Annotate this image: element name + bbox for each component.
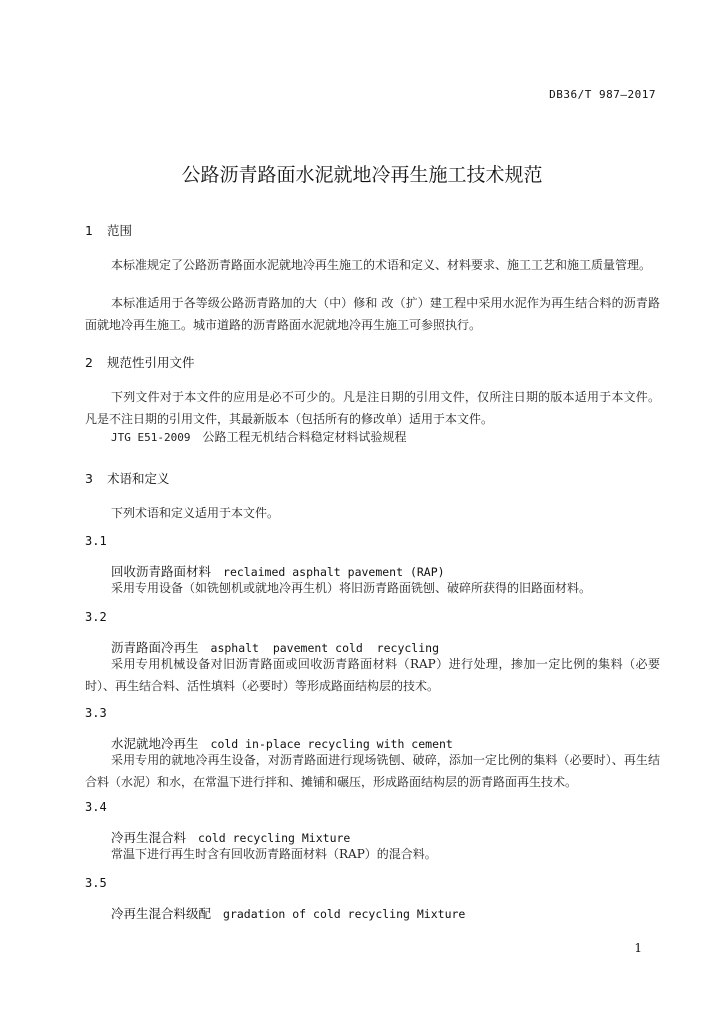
document-title: 公路沥青路面水泥就地冷再生施工技术规范 (181, 164, 543, 186)
section-number: 2 (85, 355, 93, 370)
clause-number: 3.2 (85, 610, 107, 624)
section-title: 范围 (107, 223, 133, 238)
term-definition: 采用专用设备（如铣刨机或就地冷再生机）将旧沥青路面铣刨、破碎所获得的旧路面材料。 (111, 581, 592, 595)
term-english: reclaimed asphalt pavement (RAP) (223, 565, 445, 579)
section-number: 1 (85, 223, 93, 238)
term-definition: 采用专用的就地冷再生设备，对沥青路面进行现场铣刨、破碎，添加一定比例的集料（必要时）、再生结合料（水泥）和水，在常温下进行拌和、摊铺和碾压，形成路面结构层的沥青路面再生技术。 (85, 753, 660, 789)
clause-number: 3.5 (85, 876, 107, 890)
clause-number: 3.1 (85, 534, 107, 548)
term-chinese: 冷再生混合料级配 (111, 906, 212, 921)
document-code: DB36/T 987—2017 (549, 88, 656, 101)
terms-intro: 下列术语和定义适用于本文件。 (111, 506, 280, 520)
term-chinese: 水泥就地冷再生 (111, 736, 199, 751)
term-english: cold in-place recycling with cement (210, 737, 453, 751)
section-title: 规范性引用文件 (107, 355, 195, 370)
page-number: 1 (634, 941, 642, 955)
section-heading-normative-references (85, 353, 195, 371)
term-chinese: 沥青路面冷再生 (111, 640, 199, 655)
clause-number: 3.3 (85, 706, 107, 720)
term-english: asphalt pavement cold recycling (210, 641, 439, 655)
clause-number: 3.4 (85, 800, 107, 814)
section-title: 术语和定义 (107, 471, 170, 486)
references-paragraph: 下列文件对于本文件的应用是必不可少的。凡是注日期的引用文件，仅所注日期的版本适用于本文件。凡是不注日期的引用文件，其最新版本（包括所有的修改单）适用于本文件。 (85, 390, 660, 426)
reference-code: JTG E51-2009 (111, 431, 191, 444)
term-entry (111, 904, 465, 922)
term-definition: 常温下进行再生时含有回收沥青路面材料（RAP）的混合料。 (111, 847, 437, 861)
term-english: cold recycling Mixture (198, 831, 351, 845)
section-heading-terms (85, 469, 170, 487)
term-chinese: 回收沥青路面材料 (111, 564, 212, 579)
reference-entry (111, 428, 407, 445)
reference-title: 公路工程无机结合料稳定材料试验规程 (202, 430, 407, 444)
scope-paragraph-2: 本标准适用于各等级公路沥青路加的大（中）修和 改（扩）建工程中采用水泥作为再生结合料的沥青路面就地冷再生施工。城市道路的沥青路面水泥就地冷再生施工可参照执行。 (85, 296, 660, 332)
term-chinese: 冷再生混合料 (111, 830, 187, 845)
section-heading-scope (85, 221, 132, 239)
term-english: gradation of cold recycling Mixture (223, 907, 466, 921)
term-definition: 采用专用机械设备对旧沥青路面或回收沥青路面材料（RAP）进行处理，掺加一定比例的集料（必要时）、再生结合料、活性填料（必要时）等形成路面结构层的技术。 (85, 657, 660, 693)
scope-paragraph-1: 本标准规定了公路沥青路面水泥就地冷再生施工的术语和定义、材料要求、施工工艺和施工质量管理。 (111, 258, 652, 272)
section-number: 3 (85, 471, 93, 486)
